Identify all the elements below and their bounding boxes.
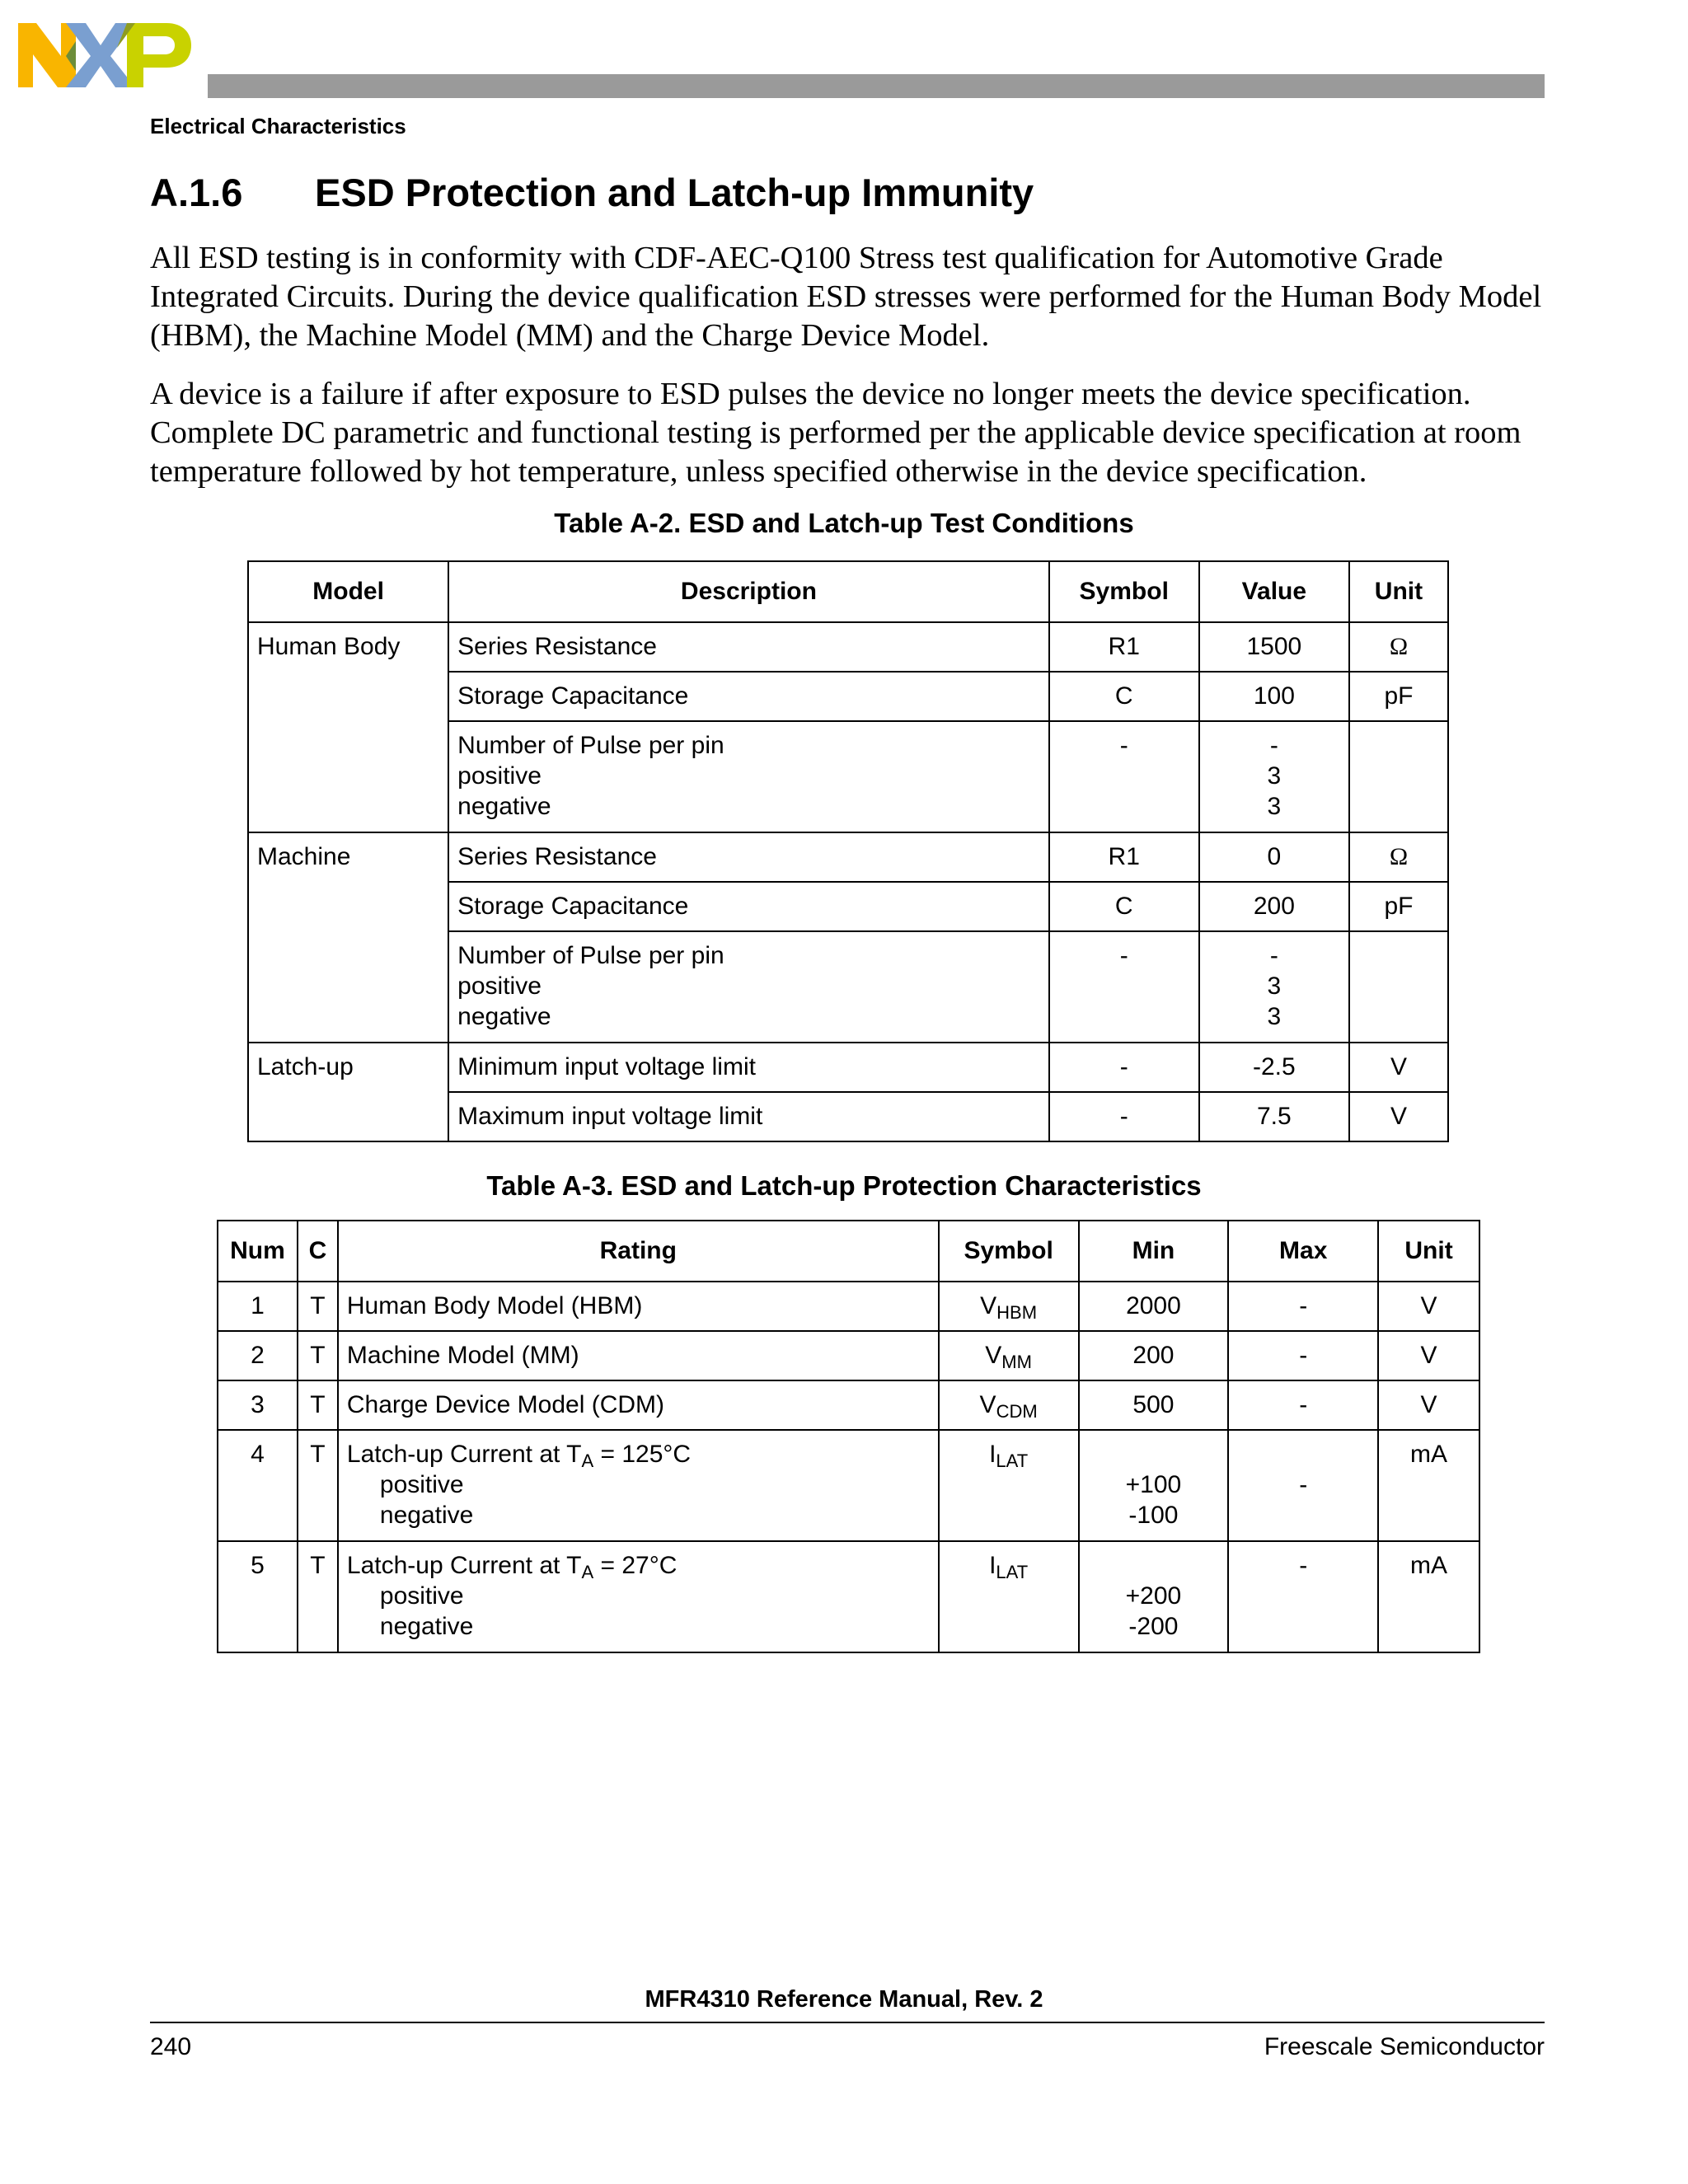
- description-cell: Maximum input voltage limit: [448, 1092, 1049, 1141]
- table-a2: [247, 560, 1449, 1142]
- rating-cell: Latch-up Current at $T_A = 27^\circ C$ positive negative: [338, 1541, 939, 1652]
- col-header-unit: Unit: [1349, 561, 1448, 622]
- table-row: [218, 1430, 1479, 1541]
- col-header-c: C: [298, 1221, 338, 1282]
- symbol-cell: $V_{HBM}$: [939, 1282, 1079, 1331]
- col-header-num: Num: [218, 1221, 298, 1282]
- value-cell: 0: [1199, 832, 1349, 882]
- symbol-cell: $I_{LAT}$: [939, 1541, 1079, 1652]
- value-cell: - 3 3: [1199, 931, 1349, 1043]
- unit-cell: V: [1378, 1331, 1479, 1380]
- table-a2-caption: Table A-2. ESD and Latch-up Test Conditions: [554, 508, 1134, 538]
- col-header-max: Max: [1228, 1221, 1378, 1282]
- table-header-row: [218, 1221, 1479, 1282]
- footer-title: MFR4310 Reference Manual, Rev. 2: [645, 1986, 1043, 2013]
- rating-cell: Charge Device Model (CDM): [338, 1380, 939, 1430]
- description-cell: Storage Capacitance: [448, 672, 1049, 721]
- value-cell: -2.5: [1199, 1043, 1349, 1092]
- max-cell: -: [1228, 1380, 1378, 1430]
- min-cell: 500: [1079, 1380, 1229, 1430]
- symbol-cell: -: [1049, 1043, 1199, 1092]
- symbol-cell: C: [1049, 882, 1199, 931]
- description-cell: Number of Pulse per pin positive negative: [448, 931, 1049, 1043]
- rating-cell: Latch-up Current at $T_A = 125^\circ C$ positive negative: [338, 1430, 939, 1541]
- unit-cell: V: [1349, 1043, 1448, 1092]
- min-cell: 200: [1079, 1331, 1229, 1380]
- symbol-cell: $I_{LAT}$: [939, 1430, 1079, 1541]
- col-header-min: Min: [1079, 1221, 1229, 1282]
- symbol-cell: -: [1049, 1092, 1199, 1141]
- section-heading: ESD Protection and Latch-up Immunity: [315, 171, 1034, 214]
- table-row: [218, 1331, 1479, 1380]
- value-cell: 200: [1199, 882, 1349, 931]
- unit-cell: [1349, 721, 1448, 832]
- header-bar: [208, 74, 1545, 98]
- footer-divider: [150, 2022, 1545, 2023]
- table-row: [218, 1282, 1479, 1331]
- nxp-logo: [18, 23, 191, 89]
- table-row: [248, 622, 1448, 672]
- col-header-rating: Rating: [338, 1221, 939, 1282]
- symbol-cell: R1: [1049, 622, 1199, 672]
- min-cell: +100 -100: [1079, 1430, 1229, 1541]
- num-cell: 3: [218, 1380, 298, 1430]
- value-cell: 100: [1199, 672, 1349, 721]
- value-cell: 1500: [1199, 622, 1349, 672]
- max-cell: -: [1228, 1282, 1378, 1331]
- model-cell: Human Body: [248, 622, 448, 832]
- paragraph-2: A device is a failure if after exposure to ESD pulses the device no longer meets the device specification. Complete DC parametric and functional testing is performed per the applicable device specification at room temperature followed by hot temperature, unless specified otherwise in the device specification.: [150, 377, 1522, 489]
- unit-cell: mA: [1378, 1541, 1479, 1652]
- description-cell: Series Resistance: [448, 622, 1049, 672]
- num-cell: 4: [218, 1430, 298, 1541]
- unit-cell: [1349, 931, 1448, 1043]
- symbol-cell: C: [1049, 672, 1199, 721]
- col-header-value: Value: [1199, 561, 1349, 622]
- table-row: [218, 1380, 1479, 1430]
- table-a3-caption: Table A-3. ESD and Latch-up Protection Characteristics: [486, 1170, 1202, 1201]
- col-header-symbol: Symbol: [1049, 561, 1199, 622]
- col-header-model: Model: [248, 561, 448, 622]
- symbol-cell: $V_{CDM}$: [939, 1380, 1079, 1430]
- description-cell: Number of Pulse per pin positive negative: [448, 721, 1049, 832]
- col-header-unit: Unit: [1378, 1221, 1479, 1282]
- c-cell: T: [298, 1380, 338, 1430]
- max-cell: -: [1228, 1331, 1378, 1380]
- table-row: [218, 1541, 1479, 1652]
- section-title: [150, 170, 1034, 215]
- symbol-cell: -: [1049, 721, 1199, 832]
- unit-cell: Ω: [1349, 832, 1448, 882]
- company-name: Freescale Semiconductor: [1264, 2033, 1545, 2060]
- value-cell: 7.5: [1199, 1092, 1349, 1141]
- c-cell: T: [298, 1541, 338, 1652]
- symbol-cell: R1: [1049, 832, 1199, 882]
- col-header-symbol: Symbol: [939, 1221, 1079, 1282]
- description-cell: Storage Capacitance: [448, 882, 1049, 931]
- col-header-description: Description: [448, 561, 1049, 622]
- table-row: [248, 832, 1448, 882]
- rating-cell: Human Body Model (HBM): [338, 1282, 939, 1331]
- table-header-row: [248, 561, 1448, 622]
- unit-cell: pF: [1349, 882, 1448, 931]
- c-cell: T: [298, 1331, 338, 1380]
- symbol-cell: $V_{MM}$: [939, 1331, 1079, 1380]
- page-number: 240: [150, 2033, 192, 2060]
- symbol-cell: -: [1049, 931, 1199, 1043]
- value-cell: - 3 3: [1199, 721, 1349, 832]
- description-cell: Minimum input voltage limit: [448, 1043, 1049, 1092]
- c-cell: T: [298, 1430, 338, 1541]
- table-row: [248, 1043, 1448, 1092]
- unit-cell: V: [1378, 1380, 1479, 1430]
- unit-cell: Ω: [1349, 622, 1448, 672]
- min-cell: +200 -200: [1079, 1541, 1229, 1652]
- paragraph-1: All ESD testing is in conformity with CDF-AEC-Q100 Stress test qualification for Automotive Grade Integrated Circuits. During the device qualification ESD stresses were performed for the Human Body Model (HBM), the Machine Model (MM) and the Charge Device Model.: [150, 241, 1542, 353]
- unit-cell: pF: [1349, 672, 1448, 721]
- unit-cell: mA: [1378, 1430, 1479, 1541]
- max-cell: -: [1228, 1430, 1378, 1541]
- max-cell: -: [1228, 1541, 1378, 1652]
- running-head: Electrical Characteristics: [150, 114, 406, 138]
- rating-cell: Machine Model (MM): [338, 1331, 939, 1380]
- description-cell: Series Resistance: [448, 832, 1049, 882]
- unit-cell: V: [1378, 1282, 1479, 1331]
- num-cell: 5: [218, 1541, 298, 1652]
- unit-cell: V: [1349, 1092, 1448, 1141]
- section-number: A.1.6: [150, 171, 243, 214]
- model-cell: Machine: [248, 832, 448, 1043]
- c-cell: T: [298, 1282, 338, 1331]
- num-cell: 2: [218, 1331, 298, 1380]
- num-cell: 1: [218, 1282, 298, 1331]
- model-cell: Latch-up: [248, 1043, 448, 1141]
- table-a3: [217, 1220, 1480, 1653]
- min-cell: 2000: [1079, 1282, 1229, 1331]
